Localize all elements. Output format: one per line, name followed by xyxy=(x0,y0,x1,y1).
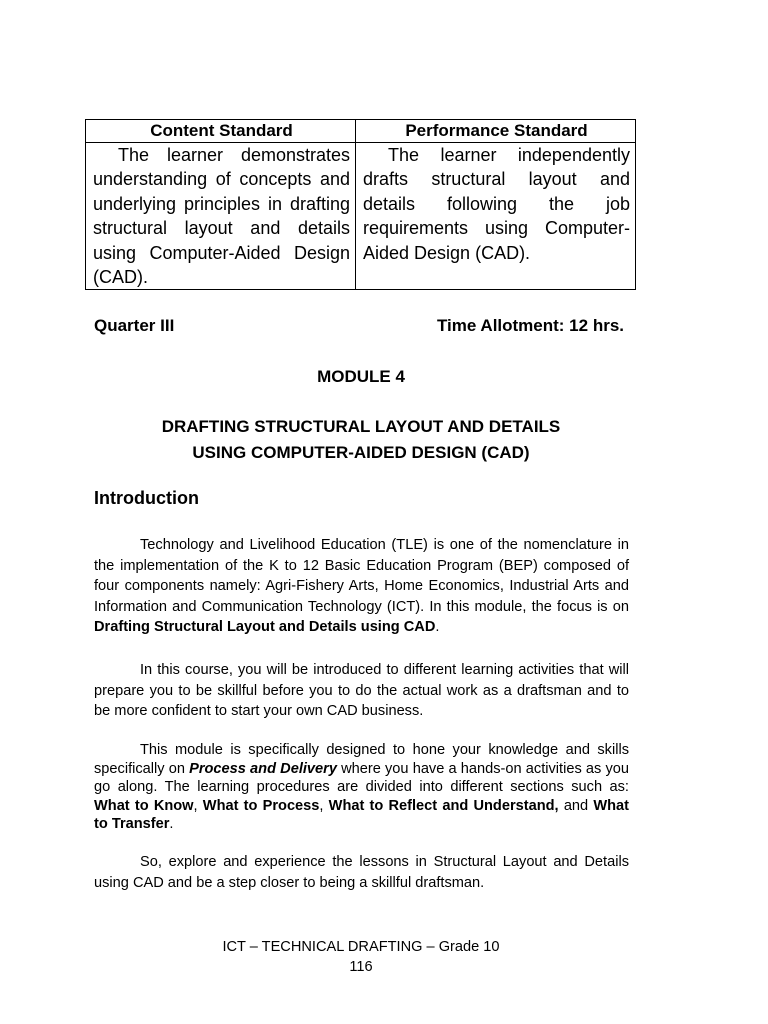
module-title xyxy=(0,414,722,466)
paragraph-3-part-2: where you have a hands-on activities as you go along. The learning procedures are divided into different sections such as: xyxy=(94,760,629,796)
content-standard-text: The learner demonstrates understanding of concepts and underlying principles in drafting structural layout and details using Computer-Aided Design (CAD). xyxy=(86,143,356,290)
standards-body-row xyxy=(86,143,636,290)
section-what-to-transfer: What to Transfer xyxy=(94,797,630,833)
separator: , xyxy=(319,797,329,814)
content-standard-header: Content Standard xyxy=(86,120,356,143)
paragraph-3-part-1: This module is specifically designed to hone your knowledge and skills specifically on xyxy=(94,742,629,777)
paragraph-1-bold: Drafting Structural Layout and Details using CAD xyxy=(94,619,436,635)
separator: and xyxy=(558,797,594,814)
section-what-to-know: What to Know xyxy=(94,797,194,814)
standards-header-row xyxy=(86,120,636,143)
intro-paragraph-2: In this course, you will be introduced to different learning activities that will prepare you to be skillful before you to do the actual work as a draftsman and to be more confident to start your own CAD business. xyxy=(94,662,629,719)
separator: , xyxy=(193,797,203,814)
module-label: MODULE 4 xyxy=(317,367,405,386)
standards-table xyxy=(85,119,636,290)
footer-course: ICT – TECHNICAL DRAFTING – Grade 10 xyxy=(222,939,500,955)
section-what-to-process: What to Process xyxy=(202,797,320,814)
quarter-label: Quarter III xyxy=(94,316,175,335)
introduction-heading: Introduction xyxy=(94,488,199,508)
module-title-line-2: USING COMPUTER-AIDED DESIGN (CAD) xyxy=(192,443,530,462)
intro-paragraph-3 xyxy=(94,741,629,834)
paragraph-1-text: Technology and Livelihood Education (TLE) is one of the nomenclature in the implementation of the K to 12 Basic Education Program (BEP) composed of four components namely: Agri-Fishery Arts, Home Economics, Industrial Arts and Information and Communication Technology (ICT). In this module, the focus is on xyxy=(94,537,629,615)
module-title-line-1: DRAFTING STRUCTURAL LAYOUT AND DETAILS xyxy=(161,417,561,436)
page-footer xyxy=(0,937,722,977)
time-allotment: Time Allotment: 12 hrs. xyxy=(436,316,624,335)
intro-paragraph-4: So, explore and experience the lessons in Structural Layout and Details using CAD and be a step closer to being a skillful draftsman. xyxy=(94,854,629,891)
intro-paragraph-1 xyxy=(94,535,629,638)
paragraph-3-end: . xyxy=(169,816,174,833)
performance-standard-text: The learner independently drafts structural layout and details following the job requirements using Computer-Aided Design (CAD). xyxy=(356,143,636,290)
performance-standard-header: Performance Standard xyxy=(356,120,636,143)
paragraph-1-end: . xyxy=(435,619,440,635)
page-number: 116 xyxy=(349,959,373,975)
process-delivery-emphasis: Process and Delivery xyxy=(189,760,337,777)
section-what-to-reflect: What to Reflect and Understand, xyxy=(328,797,559,814)
